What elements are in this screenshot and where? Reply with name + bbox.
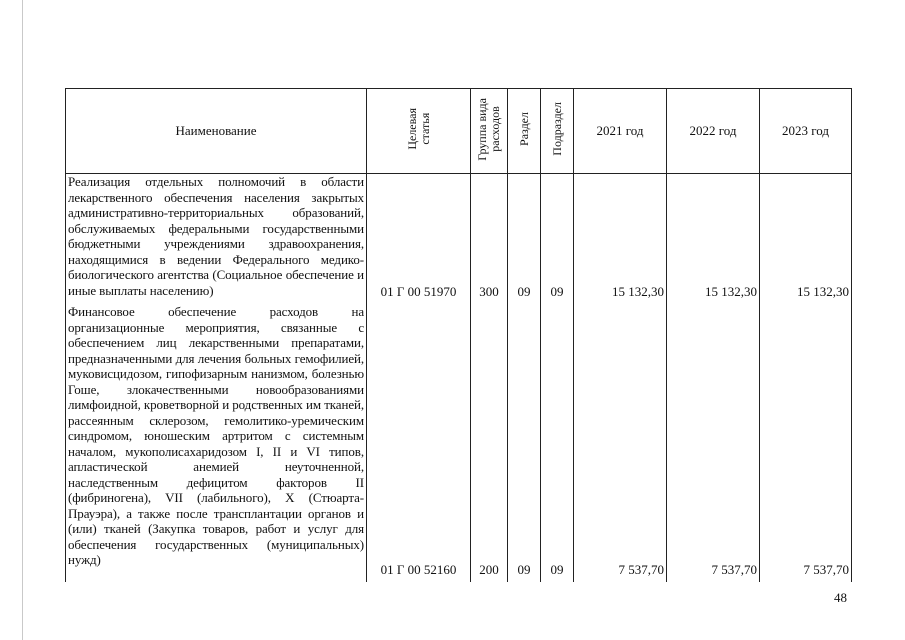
scan-edge-line (22, 0, 23, 640)
row-name: Реализация отдельных полномочий в области лекарственного обеспечения населения закрытых административно-территориальных образований, обслуживаемых федеральными государственными бюджетными учреждениями здравоохранения, находящимися в ведении Федерального медико-биологического агентства (Социальное обеспечение и иные выплаты населению) (68, 174, 364, 298)
header-2021: 2021 год (574, 89, 667, 174)
cell-group (471, 304, 508, 582)
row-2021: 7 537,70 (618, 562, 664, 577)
row-target: 01 Г 00 51970 (380, 284, 457, 299)
table-row (66, 174, 852, 305)
header-2023: 2023 год (760, 89, 852, 174)
cell-2021 (574, 174, 667, 305)
header-section-label: Раздел (516, 112, 531, 146)
table-row (66, 304, 852, 582)
row-subsection: 09 (550, 284, 564, 299)
header-2022: 2022 год (667, 89, 760, 174)
header-target-article (367, 89, 471, 174)
header-subsection (541, 89, 574, 174)
cell-name (66, 304, 367, 582)
cell-section (508, 174, 541, 305)
row-2023: 15 132,30 (797, 284, 849, 299)
row-2022: 7 537,70 (711, 562, 757, 577)
row-2023: 7 537,70 (803, 562, 849, 577)
cell-name (66, 174, 367, 305)
cell-2023 (760, 304, 852, 582)
header-section (508, 89, 541, 174)
cell-subsection (541, 304, 574, 582)
row-group: 200 (479, 562, 499, 577)
row-name: Финансовое обеспечение расходов на организационные мероприятия, связанные с обеспечением лиц лекарственными препаратами, предназначенными для лечения больных гемофилией, муковисцидозом, гипофизарным нанизмом, болезнью Гоше, злокачественными новообразованиями лимфоидной, кроветворной и родственных им тканей, рассеянным склерозом, гемолитико-уремическим синдромом, юношеским артритом с системным началом, мукополисахаридозом I, II и VI типов, апластической анемией неуточненной, наследственным дефицитом факторов II (фибриногена), VII (лабильного), X (Стюарта-Прауэра), а также после трансплантации органов и (или) тканей (Закупка товаров, работ и услуг для обеспечения государственных (муниципальных) нужд) (68, 304, 364, 567)
header-row (66, 89, 852, 174)
row-section: 09 (517, 284, 531, 299)
cell-group (471, 174, 508, 305)
row-subsection: 09 (550, 562, 564, 577)
cell-subsection (541, 174, 574, 305)
header-target-article-label: Целевая статья (404, 108, 432, 150)
header-subsection-label: Подраздел (549, 102, 564, 156)
cell-2023 (760, 174, 852, 305)
row-section: 09 (517, 562, 531, 577)
cell-section (508, 304, 541, 582)
header-expense-group-label: Группа вида расходов (475, 97, 502, 161)
cell-target (367, 174, 471, 305)
row-group: 300 (479, 284, 499, 299)
header-name: Наименование (66, 89, 367, 174)
cell-2022 (667, 174, 760, 305)
cell-2021 (574, 304, 667, 582)
cell-target (367, 304, 471, 582)
page-number: 48 (834, 590, 847, 605)
cell-2022 (667, 304, 760, 582)
row-target: 01 Г 00 52160 (380, 562, 457, 577)
budget-table (65, 88, 852, 582)
row-2021: 15 132,30 (612, 284, 664, 299)
header-expense-group (471, 89, 508, 174)
row-2022: 15 132,30 (705, 284, 757, 299)
